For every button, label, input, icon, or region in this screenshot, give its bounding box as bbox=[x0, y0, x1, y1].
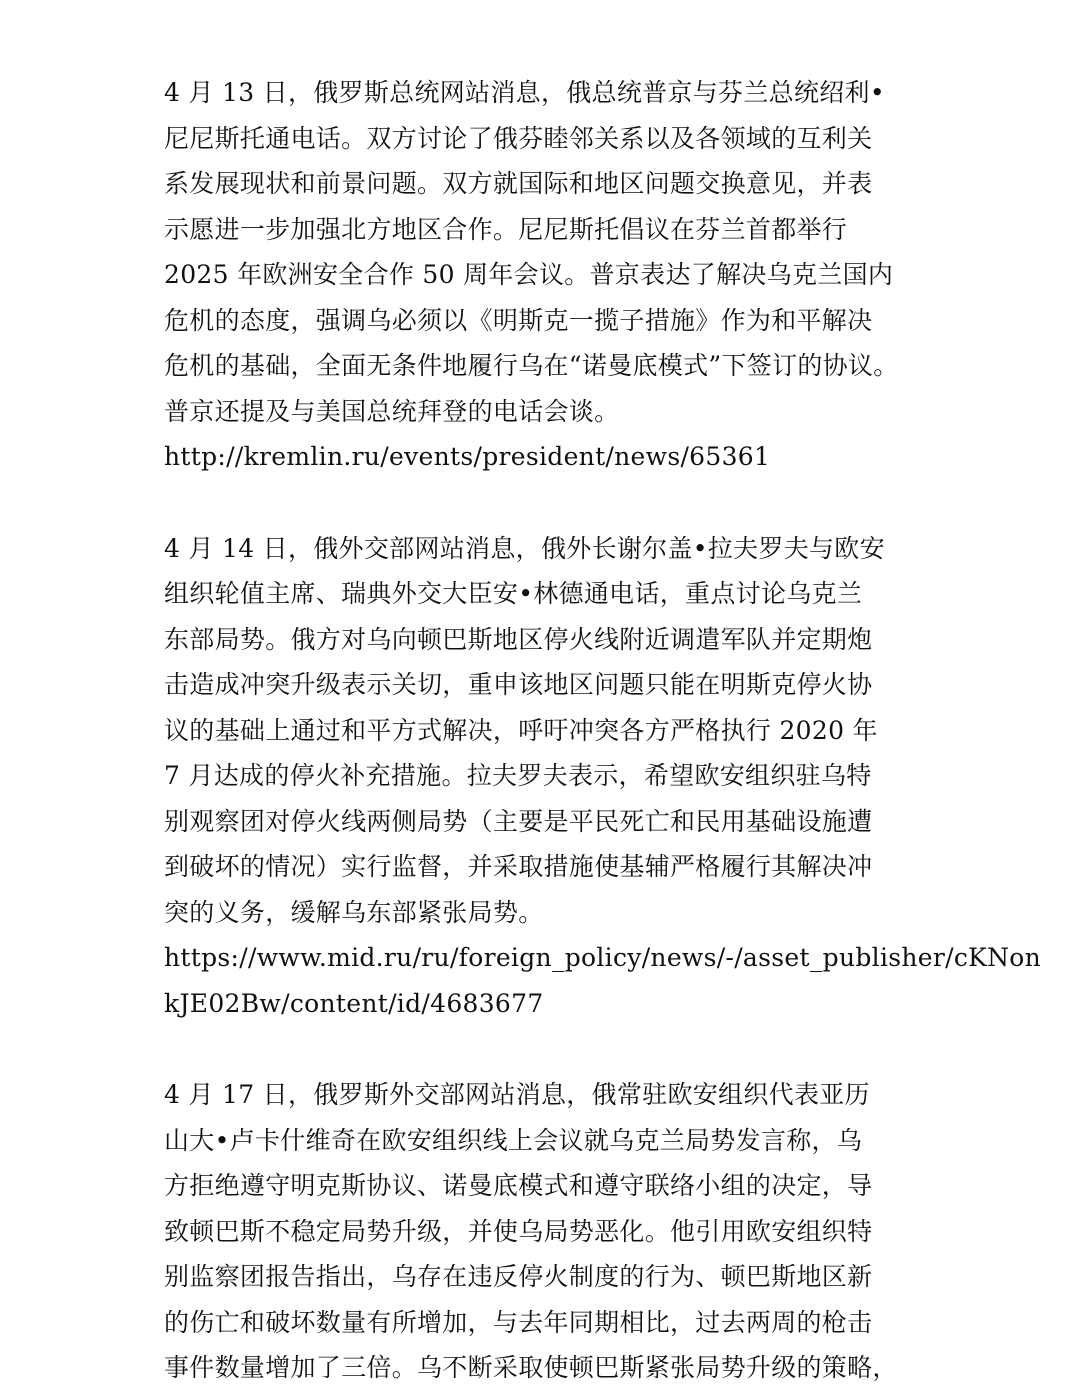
text-line: 击造成冲突升级表示关切，重申该地区问题只能在明斯克停火协 bbox=[164, 670, 873, 699]
text-line: 4 月 17 日，俄罗斯外交部网站消息，俄常驻欧安组织代表亚历 bbox=[164, 1080, 870, 1109]
text-line: 危机的基础，全面无条件地履行乌在“诺曼底模式”下签订的协议。 bbox=[164, 351, 899, 380]
text-line: 危机的态度，强调乌必须以《明斯克一揽子措施》作为和平解决 bbox=[164, 305, 873, 335]
text-line: 突的义务，缓解乌东部紧张局势。 bbox=[164, 897, 544, 927]
text-line: 4 月 13 日，俄罗斯总统网站消息，俄总统普京与芬兰总统绍利• bbox=[164, 78, 885, 107]
news-entry-apr-13 bbox=[164, 70, 944, 480]
text-line: 山大•卢卡什维奇在欧安组织线上会议就乌克兰局势发言称，乌 bbox=[164, 1125, 863, 1155]
paragraph-gap bbox=[164, 1026, 944, 1072]
text-line: 普京还提及与美国总统拜登的电话会谈。 bbox=[164, 396, 620, 426]
source-url: http://kremlin.ru/events/president/news/65361 bbox=[164, 442, 771, 471]
text-line: 别监察团报告指出，乌存在违反停火制度的行为、顿巴斯地区新 bbox=[164, 1262, 873, 1291]
text-line: 4 月 14 日，俄外交部网站消息，俄外长谢尔盖•拉夫罗夫与欧安 bbox=[164, 533, 885, 563]
text-line: 示愿进一步加强北方地区合作。尼尼斯托倡议在芬兰首都举行 bbox=[164, 214, 848, 244]
text-line: 系发展现状和前景问题。双方就国际和地区问题交换意见，并表 bbox=[164, 169, 873, 198]
text-line: 致顿巴斯不稳定局势升级，并使乌局势恶化。他引用欧安组织特 bbox=[164, 1216, 873, 1246]
news-entry-apr-14 bbox=[164, 526, 1042, 1027]
text-line: 2025 年欧洲安全合作 50 周年会议。普京表达了解决乌克兰国内 bbox=[164, 260, 894, 289]
text-line: 尼尼斯托通电话。双方讨论了俄芬睦邻关系以及各领域的互利关 bbox=[164, 123, 873, 153]
text-line: 事件数量增加了三倍。乌不断采取使顿巴斯紧张局势升级的策略， bbox=[164, 1353, 898, 1382]
text-line: 的伤亡和破坏数量有所增加，与去年同期相比，过去两周的枪击 bbox=[164, 1307, 873, 1337]
text-line: 组织轮值主席、瑞典外交大臣安•林德通电话，重点讨论乌克兰 bbox=[164, 579, 863, 608]
text-line: 东部局势。俄方对乌向顿巴斯地区停火线附近调遣军队并定期炮 bbox=[164, 624, 873, 654]
source-url: https://www.mid.ru/ru/foreign_policy/news/-/asset_publisher/cKNon bbox=[164, 943, 1042, 972]
news-entry-apr-17 bbox=[164, 1072, 944, 1391]
text-line: 到破坏的情况）实行监督，并采取措施使基辅严格履行其解决冲 bbox=[164, 852, 873, 881]
source-url: kJE02Bw/content/id/4683677 bbox=[164, 988, 544, 1018]
document-body bbox=[164, 70, 1042, 1391]
paragraph-gap bbox=[164, 480, 944, 526]
text-line: 方拒绝遵守明克斯协议、诺曼底模式和遵守联络小组的决定，导 bbox=[164, 1171, 873, 1200]
text-line: 别观察团对停火线两侧局势（主要是平民死亡和民用基础设施遭 bbox=[164, 806, 873, 836]
text-line: 7 月达成的停火补充措施。拉夫罗夫表示，希望欧安组织驻乌特 bbox=[164, 761, 872, 790]
text-line: 议的基础上通过和平方式解决，呼吁冲突各方严格执行 2020 年 bbox=[164, 715, 878, 745]
